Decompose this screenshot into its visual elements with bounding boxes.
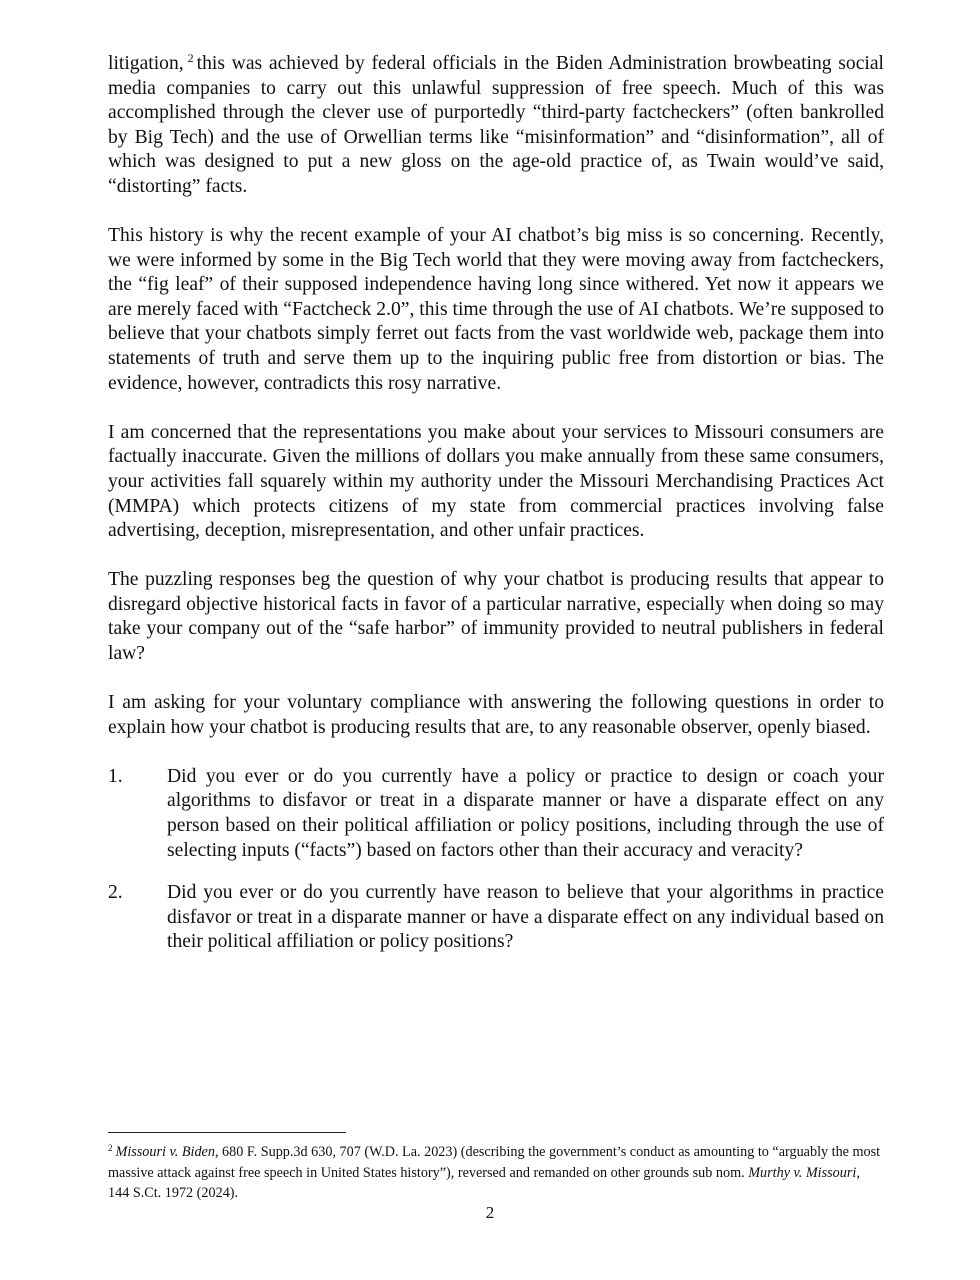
footnote-citation-text: , 144 S.Ct. 1972 (2024). xyxy=(108,1164,860,1201)
footnote-divider xyxy=(108,1132,346,1133)
question-item xyxy=(108,765,884,863)
paragraph-lead-text: litigation, xyxy=(108,53,184,74)
footnote-citation-text: , 680 F. Supp.3d 630, 707 (W.D. La. 2023) (describing the government’s conduct as amounting to “arguably the most massive attack against free speech in United States history”), reversed and remanded on other grounds sub nom. xyxy=(108,1144,881,1181)
footnote-reference: 2 xyxy=(187,51,194,65)
paragraph-puzzling-responses: The puzzling responses beg the question of why your chatbot is producing results that appear to disregard objective historical facts in favor of a particular narrative, especially when doing so may take your company out of the “safe harbor” of immunity provided to neutral publishers in federal law? xyxy=(108,569,884,664)
paragraph-litigation xyxy=(108,52,884,200)
page-number: 2 xyxy=(485,1203,495,1222)
letter-body xyxy=(108,52,884,973)
paragraph-concern: I am concerned that the representations you make about your services to Missouri consumers are factually inaccurate. Given the millions of dollars you make annually from these same consumers, your activities fall squarely within my authority under the Missouri Merchandising Practices Act (MMPA) which protects citizens of my state from commercial practices involving false advertising, deception, misrepresentation, and other unfair practices. xyxy=(108,421,884,542)
footnote xyxy=(108,1142,884,1204)
paragraph-continued-text: this was achieved by federal officials in the Biden Administration browbeating social media companies to carry out this unlawful suppression of free speech. Much of this was accomplished through the clever use of purportedly “third-party factcheckers” (often bankrolled by Big Tech) and the use of Orwellian terms like “misinformation” and “disinformation”, all of which was designed to put a new gloss on the age-old practice of, as Twain would’ve said, “distorting” facts. xyxy=(108,53,884,197)
question-list xyxy=(108,765,884,955)
question-item xyxy=(108,881,884,955)
question-text: Did you ever or do you currently have a policy or practice to design or coach your algorithms to disfavor or treat in a disparate manner or have a disparate effect on any person based on their political affiliation or policy positions, including through the use of selecting inputs (“facts”) based on factors other than their accuracy and veracity? xyxy=(167,765,884,861)
footnote-marker: 2 xyxy=(108,1143,113,1153)
footnote-case-name: Murthy v. Missouri xyxy=(748,1164,857,1181)
paragraph-voluntary-compliance: I am asking for your voluntary compliance with answering the following questions in order to explain how your chatbot is producing results that are, to any reasonable observer, openly biased. xyxy=(108,692,884,738)
question-number: 2. xyxy=(108,882,123,904)
question-text: Did you ever or do you currently have reason to believe that your algorithms in practice disfavor or treat in a disparate manner or have a disparate effect on any individual based on their political affiliation or policy positions? xyxy=(167,882,884,953)
question-number: 1. xyxy=(108,765,123,787)
footnote-case-name: Missouri v. Biden xyxy=(115,1144,215,1160)
paragraph-history: This history is why the recent example of your AI chatbot’s big miss is so concerning. Recently, we were informed by some in the Big Tech world that they were moving away from factcheckers, the “fig leaf” of their supposed independence having long since withered. Yet now it appears we are merely faced with “Factcheck 2.0”, this time through the use of AI chatbots. We’re supposed to believe that your chatbots simply ferret out facts from the vast worldwide web, package them into statements of truth and serve them up to the inquiring public free from distortion or bias. The evidence, however, contradicts this rosy narrative. xyxy=(108,225,884,394)
